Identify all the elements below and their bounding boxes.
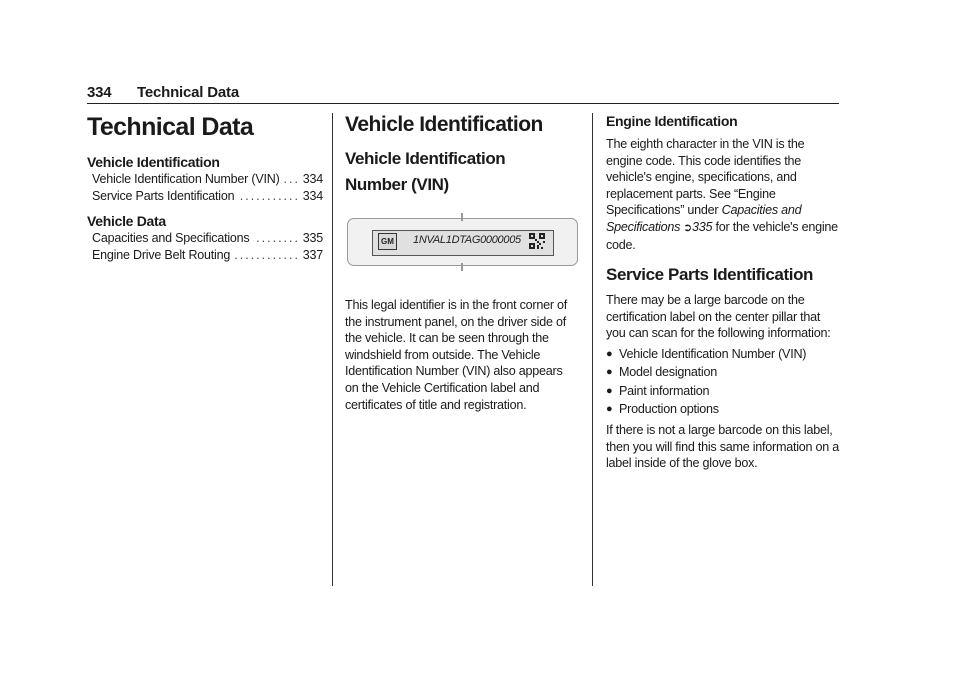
- list-item: [606, 363, 842, 382]
- column-divider-left: [332, 113, 333, 586]
- toc-entry-capacities[interactable]: [87, 230, 323, 247]
- bullet-icon: ●: [606, 403, 613, 416]
- column-divider-right: [592, 113, 593, 586]
- toc-entry-page: 337: [299, 247, 323, 264]
- list-item: [606, 345, 842, 364]
- toc-entry-label: Engine Drive Belt Routing: [92, 247, 233, 264]
- toc-entry-page: 335: [299, 230, 323, 247]
- toc-group-heading: Vehicle Data: [87, 213, 166, 229]
- bullet-icon: ●: [606, 366, 613, 379]
- toc-group-heading: Vehicle Identification: [87, 154, 220, 170]
- section-toc: [87, 112, 323, 264]
- engine-identification-title: Engine Identification: [606, 113, 738, 129]
- bullet-icon: ●: [606, 347, 613, 360]
- page-number: 334: [87, 84, 112, 101]
- vin-body-text: This legal identifier is in the front corner of the instrument panel, on the driver side of the vehicle. It can be seen through the windshield from outside. The Vehicle Identification Number (VIN) also appears on the Vehicle Certification label and certificates of title and registration.: [345, 298, 568, 412]
- running-header-title: Technical Data: [137, 84, 239, 101]
- vin-plate-tick: [461, 263, 463, 271]
- toc-entry-page: 334: [299, 188, 323, 205]
- toc-entry-page: 334: [299, 171, 323, 188]
- header-rule: [87, 103, 839, 104]
- vin-description: [345, 297, 577, 413]
- gm-logo: GM: [378, 233, 397, 250]
- list-item-text: Production options: [619, 402, 719, 417]
- bullet-icon: ●: [606, 384, 613, 397]
- toc-entry-label: Capacities and Specifications: [92, 230, 253, 247]
- toc-entry-label: Service Parts Identification: [92, 188, 237, 205]
- engine-service-section: [606, 112, 842, 472]
- list-item: [606, 400, 842, 419]
- xref-page[interactable]: 335: [691, 219, 713, 234]
- list-item-text: Vehicle Identification Number (VIN): [619, 346, 807, 361]
- running-header: [87, 84, 839, 106]
- chapter-title: Technical Data: [87, 113, 254, 141]
- service-parts-list: [606, 345, 842, 419]
- list-item-text: Paint information: [619, 383, 710, 398]
- vin-plate-content: [372, 230, 552, 254]
- xref-link[interactable]: Capacities and Specifications: [606, 203, 802, 234]
- qr-code-icon: [529, 233, 545, 249]
- list-item-text: Model designation: [619, 365, 717, 380]
- engine-body-text-end: for the vehicle's engine code.: [606, 219, 838, 252]
- toc-entry-label: Vehicle Identification Number (VIN): [92, 171, 283, 188]
- engine-identification-body: [606, 136, 842, 253]
- service-parts-intro: There may be a large barcode on the certification label on the center pillar that you can scan for the following information:: [606, 293, 831, 341]
- toc-entry-vin[interactable]: [87, 171, 323, 188]
- arrow-circle-icon: ➲: [680, 221, 692, 234]
- vin-number: 1NVAL1DTAG0000005: [413, 234, 521, 246]
- engine-body-text: The eighth character in the VIN is the engine code. This code identifies the vehicle's engine, specifications, and replacement parts. See “Engine Specifications” under: [606, 137, 805, 218]
- toc-entry-service-parts[interactable]: [87, 188, 323, 205]
- vin-plate-tick: [461, 213, 463, 221]
- service-parts-closing: If there is not a large barcode on this label, then you will find this same information on a label inside of the glove box.: [606, 422, 840, 471]
- toc-entry-drive-belt[interactable]: [87, 247, 323, 264]
- subsection-title-line2: Number (VIN): [345, 175, 449, 194]
- service-parts-title: Service Parts Identification: [606, 265, 814, 285]
- list-item: [606, 382, 842, 401]
- subsection-title-line1: Vehicle Identification: [345, 149, 506, 168]
- vehicle-identification-section: [345, 112, 577, 197]
- section-title: Vehicle Identification: [345, 113, 543, 136]
